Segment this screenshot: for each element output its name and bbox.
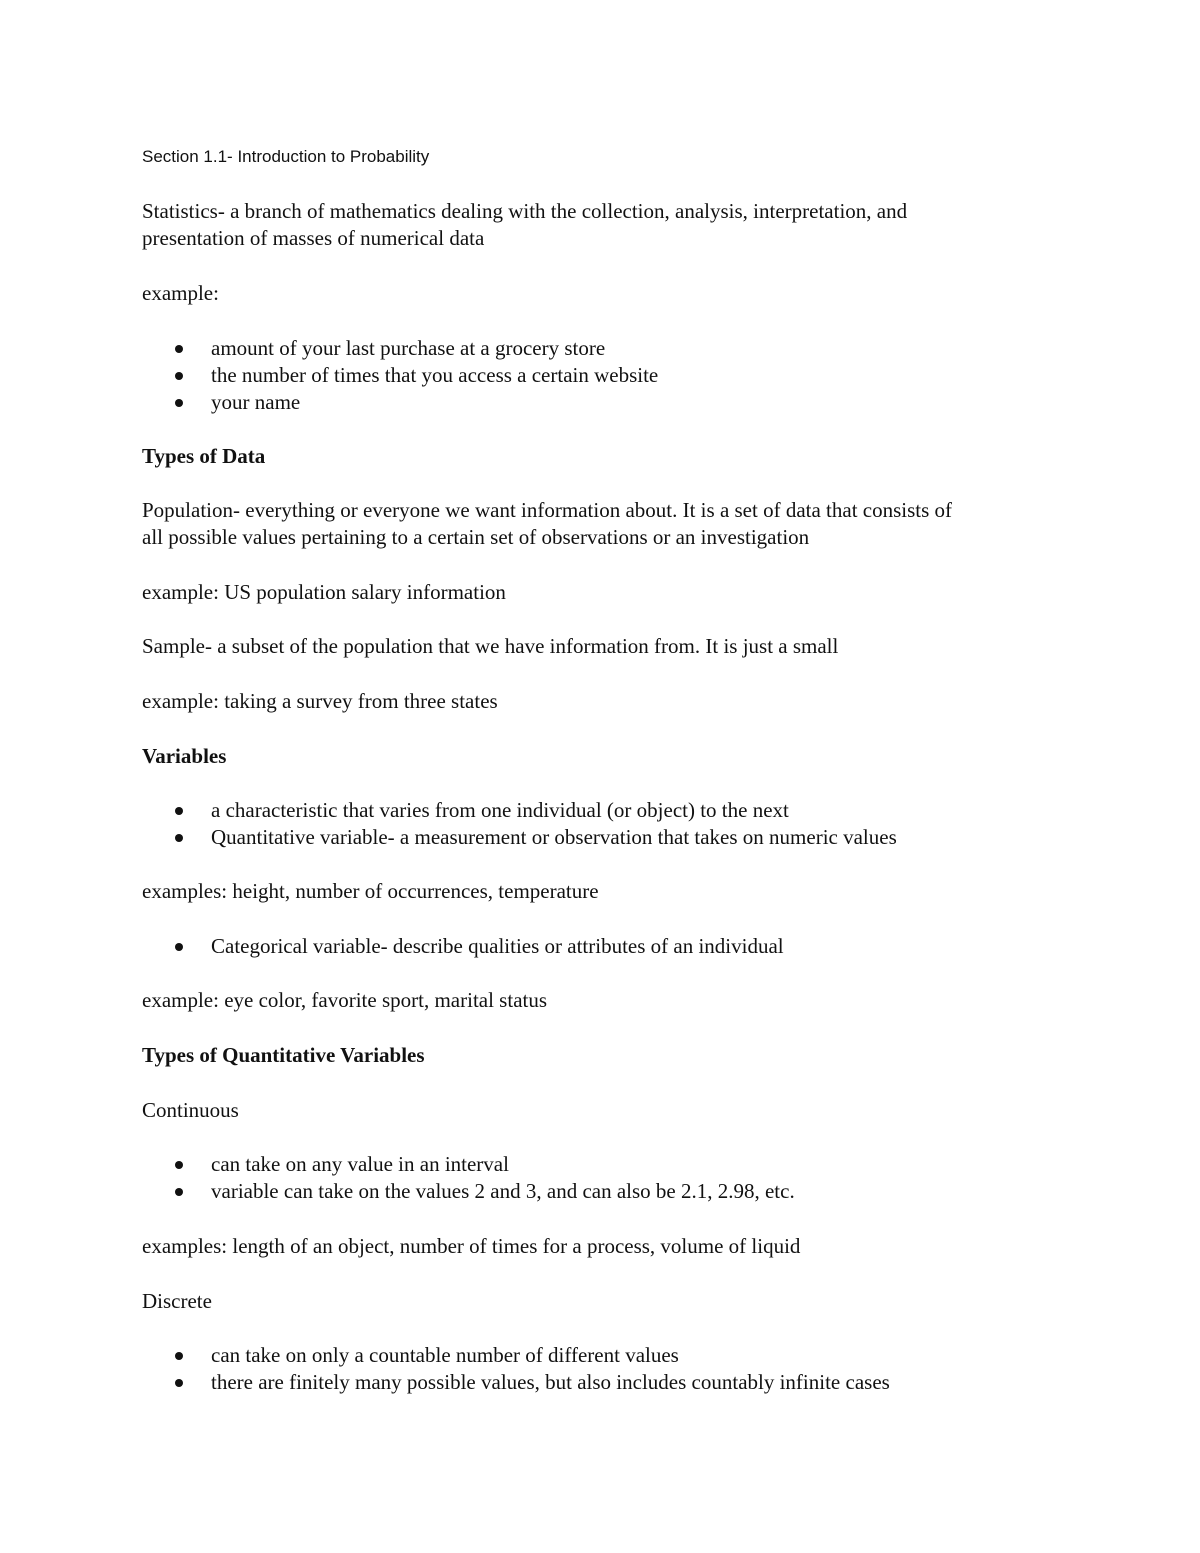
continuous-examples: examples: length of an object, number of times for a process, volume of liquid	[142, 1234, 801, 1258]
section-title: Section 1.1- Introduction to Probability	[142, 147, 430, 166]
statistics-definition-line1: Statistics- a branch of mathematics dealing with the collection, analysis, interpretation, and	[142, 199, 908, 223]
discrete-label: Discrete	[142, 1289, 212, 1313]
list-item-text: Categorical variable- describe qualities or attributes of an individual	[211, 934, 784, 958]
list-item-text: Quantitative variable- a measurement or observation that takes on numeric values	[211, 825, 897, 849]
population-example: example: US population salary information	[142, 580, 506, 604]
list-item-text: amount of your last purchase at a grocery store	[211, 336, 606, 360]
continuous-label: Continuous	[142, 1098, 239, 1122]
list-item-text: variable can take on the values 2 and 3, and can also be 2.1, 2.98, etc.	[211, 1179, 795, 1203]
list-item-text: can take on only a countable number of different values	[211, 1343, 679, 1367]
list-item-text: your name	[211, 390, 301, 414]
list-item-text: there are finitely many possible values, but also includes countably infinite cases	[211, 1370, 890, 1394]
bullet-icon	[175, 943, 183, 951]
statistics-definition-line2: presentation of masses of numerical data	[142, 226, 485, 250]
bullet-icon	[175, 345, 183, 353]
sample-definition: Sample- a subset of the population that we have information from. It is just a small	[142, 634, 839, 658]
bullet-icon	[175, 1161, 183, 1169]
categorical-example: example: eye color, favorite sport, marital status	[142, 988, 548, 1012]
bullet-icon	[175, 1188, 183, 1196]
bullet-icon	[175, 807, 183, 815]
bullet-icon	[175, 834, 183, 842]
bullet-icon	[175, 1379, 183, 1387]
bullet-icon	[175, 399, 183, 407]
list-item-text: the number of times that you access a certain website	[211, 363, 659, 387]
types-of-quantitative-variables-heading: Types of Quantitative Variables	[142, 1043, 425, 1067]
variables-heading: Variables	[142, 744, 227, 768]
population-definition-line1: Population- everything or everyone we want information about. It is a set of data that consists of	[142, 498, 953, 522]
types-of-data-heading: Types of Data	[142, 444, 266, 468]
list-item-text: can take on any value in an interval	[211, 1152, 509, 1176]
example-label: example:	[142, 281, 219, 305]
quantitative-examples: examples: height, number of occurrences, temperature	[142, 879, 599, 903]
sample-example: example: taking a survey from three states	[142, 689, 498, 713]
list-item-text: a characteristic that varies from one individual (or object) to the next	[211, 798, 789, 822]
population-definition-line2: all possible values pertaining to a certain set of observations or an investigation	[142, 525, 810, 549]
bullet-icon	[175, 372, 183, 380]
bullet-icon	[175, 1352, 183, 1360]
